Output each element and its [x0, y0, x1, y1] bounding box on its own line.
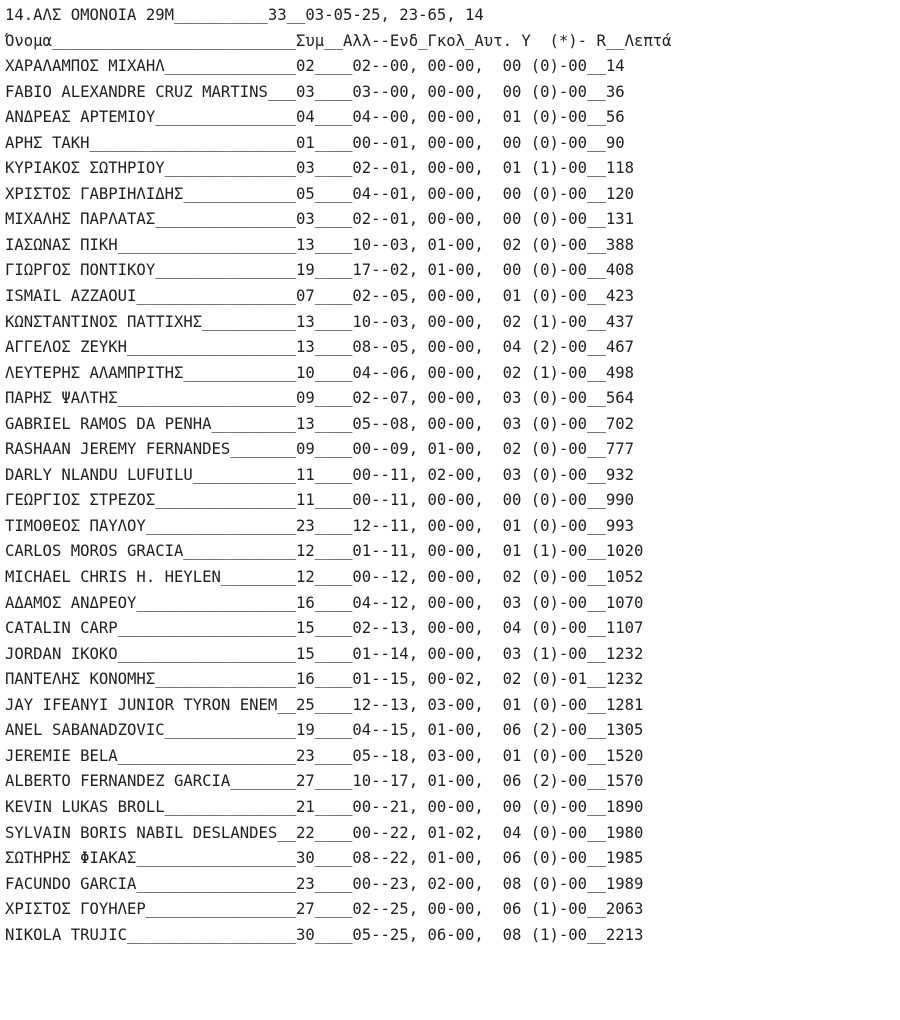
player-row: CARLOS MOROS GRACIA____________12____01--11, 00-00, 01 (1)-00__1020 — [5, 542, 644, 561]
player-row: ΓΕΩΡΓΙΟΣ ΣΤΡΕΖΟΣ_______________11____00--11, 00-00, 00 (0)-00__990 — [5, 491, 635, 510]
player-row: ΠΑΡΗΣ ΨΑΛΤΗΣ___________________09____02--07, 00-00, 03 (0)-00__564 — [5, 389, 635, 408]
player-row: FABIO ALEXANDRE CRUZ MARTINS___03____03--00, 00-00, 00 (0)-00__36 — [5, 82, 625, 101]
player-row: ΠΑΝΤΕΛΗΣ ΚΟΝΟΜΗΣ_______________16____01--15, 00-02, 02 (0)-01__1232 — [5, 670, 644, 689]
player-row: JAY IFEANYI JUNIOR TYRON ENEM__25____12--13, 03-00, 01 (0)-00__1281 — [5, 695, 644, 714]
player-row: ΑΝΔΡΕΑΣ ΑΡΤΕΜΙΟΥ_______________04____04--00, 00-00, 01 (0)-00__56 — [5, 108, 625, 127]
player-row: ΛΕΥΤΕΡΗΣ ΑΛΑΜΠΡΙΤΗΣ____________10____04--06, 00-00, 02 (1)-00__498 — [5, 363, 635, 382]
player-row: CATALIN CARP___________________15____02--13, 00-00, 04 (0)-00__1107 — [5, 619, 644, 638]
player-row: MICHAEL CHRIS H. HEYLEN________12____00--12, 00-00, 02 (0)-00__1052 — [5, 568, 644, 587]
team-summary-line: 14.ΑΛΣ ΟΜΟΝΟΙΑ 29Μ__________33__03-05-25, 23-65, 14 — [5, 6, 484, 24]
player-row: ΧΡΙΣΤΟΣ ΓΑΒΡΙΗΛΙΔΗΣ____________05____04--01, 00-00, 00 (0)-00__120 — [5, 184, 635, 203]
player-row: KEVIN LUKAS BROLL______________21____00--21, 00-00, 00 (0)-00__1890 — [5, 797, 644, 816]
player-row: ΑΔΑΜΟΣ ΑΝΔΡΕΟΥ_________________16____04--12, 00-00, 03 (0)-00__1070 — [5, 593, 644, 612]
column-header-line: Όνομα__________________________Συμ__Αλλ--Ενδ_Γκολ_Αυτ. Υ (*)- R__Λεπτά — [5, 31, 672, 50]
player-row: ΚΥΡΙΑΚΟΣ ΣΩΤΗΡΙΟΥ______________03____02--01, 00-00, 01 (1)-00__118 — [5, 159, 635, 178]
player-row: RASHAAN JEREMY FERNANDES_______09____00--09, 01-00, 02 (0)-00__777 — [5, 440, 635, 459]
player-row: ΤΙΜΟΘΕΟΣ ΠΑΥΛΟΥ________________23____12--11, 00-00, 01 (0)-00__993 — [5, 516, 635, 535]
player-row: ALBERTO FERNANDEZ GARCIA_______27____10--17, 01-00, 06 (2)-00__1570 — [5, 772, 644, 791]
player-row: GABRIEL RAMOS DA PENHA_________13____05--08, 00-00, 03 (0)-00__702 — [5, 414, 635, 433]
player-row: NIKOLA TRUJIC__________________30____05--25, 06-00, 08 (1)-00__2213 — [5, 925, 644, 944]
player-row: JORDAN IKOKO___________________15____01--14, 00-00, 03 (1)-00__1232 — [5, 644, 644, 663]
player-row: ISMAIL AZZAOUI_________________07____02--05, 00-00, 01 (0)-00__423 — [5, 287, 635, 306]
player-row: ΑΓΓΕΛΟΣ ΖΕΥΚΗ__________________13____08--05, 00-00, 04 (2)-00__467 — [5, 338, 635, 357]
player-row: ΜΙΧΑΛΗΣ ΠΑΡΛΑΤΑΣ_______________03____02--01, 00-00, 00 (0)-00__131 — [5, 210, 635, 229]
player-row: FACUNDO GARCIA_________________23____00--23, 02-00, 08 (0)-00__1989 — [5, 874, 644, 893]
player-row: DARLY NLANDU LUFUILU___________11____00--11, 02-00, 03 (0)-00__932 — [5, 465, 635, 484]
player-row: ΑΡΗΣ ΤΑΚΗ______________________01____00--01, 00-00, 00 (0)-00__90 — [5, 133, 625, 152]
player-row: ANEL SABANADZOVIC______________19____04--15, 01-00, 06 (2)-00__1305 — [5, 721, 644, 740]
player-row: ΙΑΣΩΝΑΣ ΠΙΚΗ___________________13____10--03, 01-00, 02 (0)-00__388 — [5, 235, 635, 254]
player-row: ΓΙΩΡΓΟΣ ΠΟΝΤΙΚΟΥ_______________19____17--02, 01-00, 00 (0)-00__408 — [5, 261, 635, 280]
player-rows — [5, 54, 898, 948]
player-row: ΧΡΙΣΤΟΣ ΓΟΥΗΛΕΡ________________27____02--25, 00-00, 06 (1)-00__2063 — [5, 900, 644, 919]
player-row: ΧΑΡΑΛΑΜΠΟΣ ΜΙΧΑΗΛ______________02____02--00, 00-00, 00 (0)-00__14 — [5, 57, 625, 76]
player-row: ΣΩΤΗΡΗΣ ΦΙΑΚΑΣ_________________30____08--22, 01-00, 06 (0)-00__1985 — [5, 849, 644, 868]
player-row: SYLVAIN BORIS NABIL DESLANDES__22____00--22, 01-02, 04 (0)-00__1980 — [5, 823, 644, 842]
player-row: ΚΩΝΣΤΑΝΤΙΝΟΣ ΠΑΤΤΙΧΗΣ__________13____10--03, 00-00, 02 (1)-00__437 — [5, 312, 635, 331]
player-stats-listing — [5, 3, 898, 948]
player-row: JEREMIE BELA___________________23____05--18, 03-00, 01 (0)-00__1520 — [5, 746, 644, 765]
